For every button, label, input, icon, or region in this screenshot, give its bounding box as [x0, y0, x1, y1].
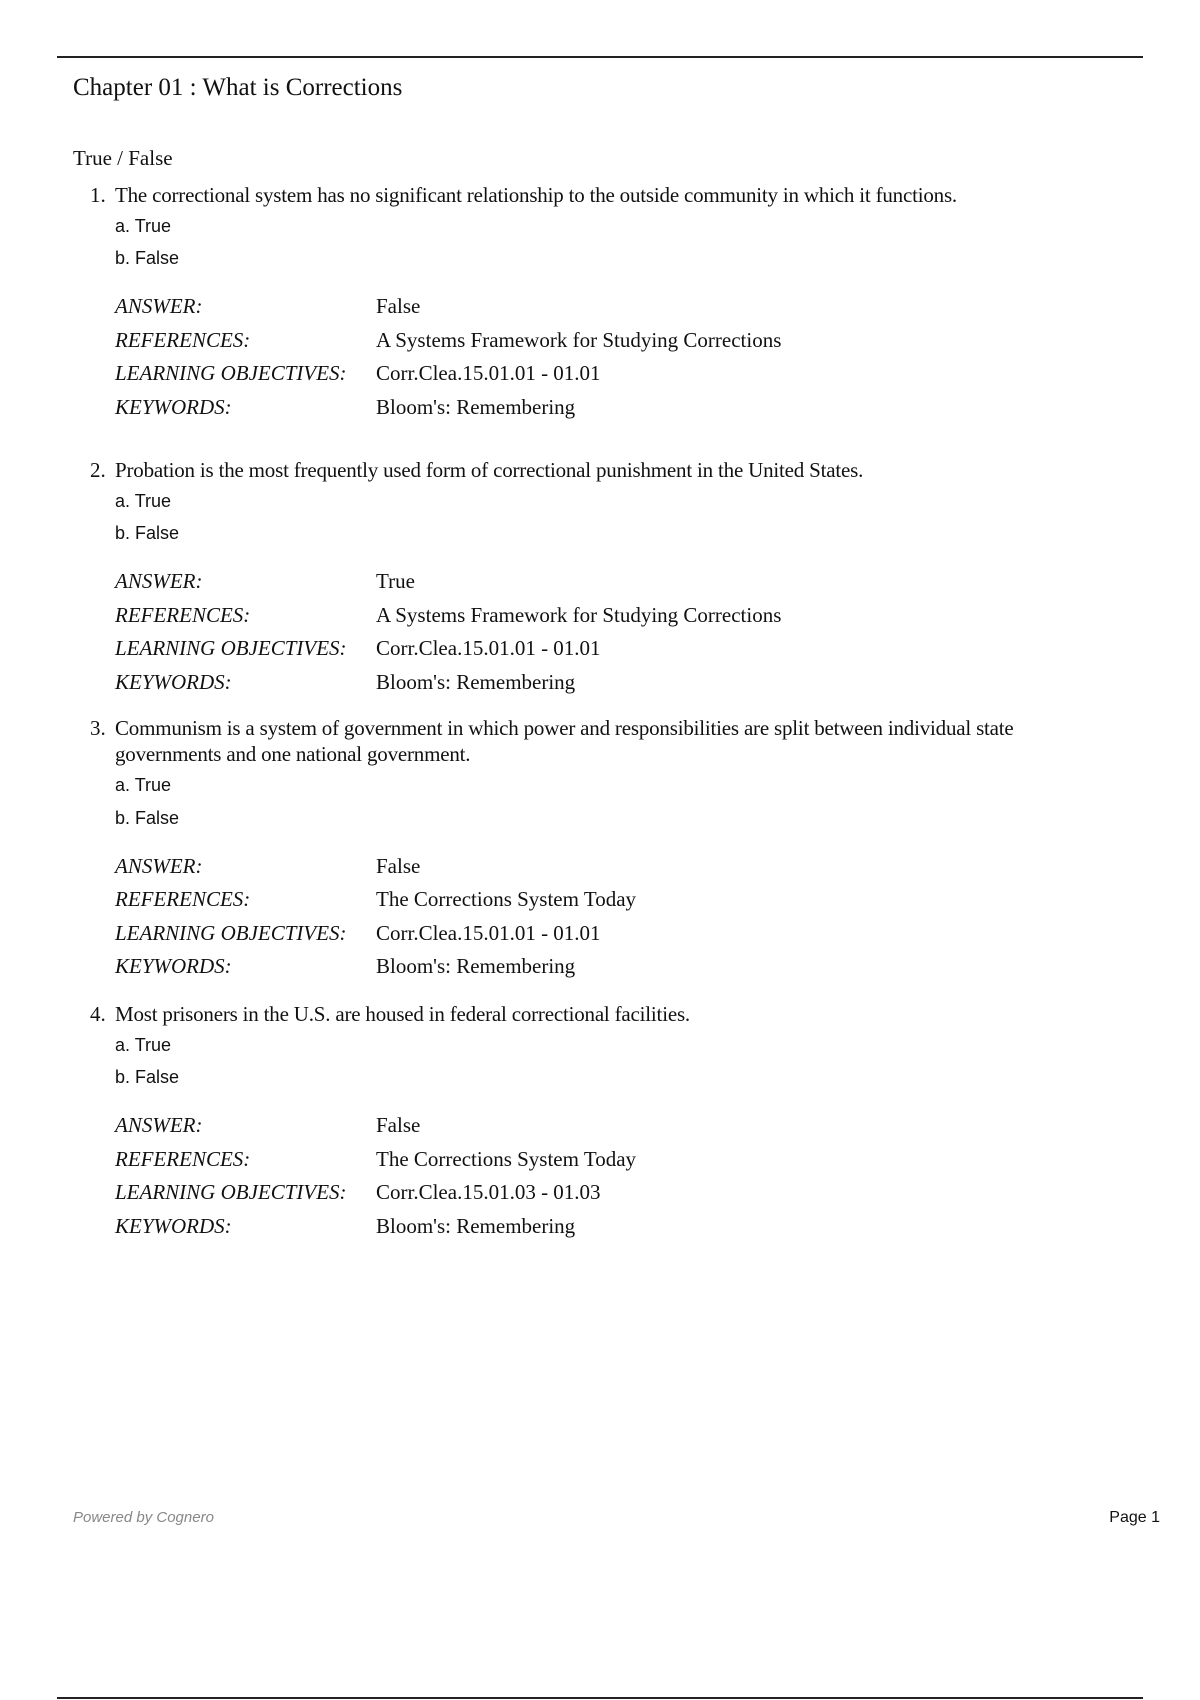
option-b: b. False — [115, 1067, 180, 1087]
learning-objectives-value: Corr.Clea.15.01.01 - 01.01 — [376, 921, 601, 945]
option-b: b. False — [115, 523, 180, 543]
option-a: a. True — [115, 491, 172, 511]
answer-label: ANSWER: — [115, 1113, 203, 1137]
references-label: REFERENCES: — [115, 603, 251, 627]
chapter-title: Chapter 01 : What is Corrections — [73, 74, 403, 101]
learning-objectives-value: Corr.Clea.15.01.01 - 01.01 — [376, 636, 601, 660]
keywords-value: Bloom's: Remembering — [376, 954, 576, 978]
question-text: Communism is a system of government in which power and responsibilities are split between individual state governments and one national government. — [115, 716, 1014, 766]
section-title: True / False — [73, 146, 173, 170]
question-number: 1. — [90, 183, 106, 207]
answer-value: False — [376, 854, 421, 878]
keywords-row — [115, 393, 1115, 423]
option-a: a. True — [115, 775, 172, 795]
page-number: Page 1 — [1109, 1509, 1160, 1526]
question-text: Probation is the most frequently used form of correctional punishment in the United States. — [115, 458, 864, 482]
keywords-row — [115, 952, 1115, 982]
option-a: a. True — [115, 216, 172, 236]
keywords-label: KEYWORDS: — [115, 670, 232, 694]
keywords-value: Bloom's: Remembering — [376, 395, 576, 419]
option-a: a. True — [115, 1035, 172, 1055]
references-value: A Systems Framework for Studying Corrections — [376, 328, 782, 352]
learning-objectives-value: Corr.Clea.15.01.03 - 01.03 — [376, 1180, 601, 1204]
references-row — [115, 885, 1115, 915]
learning-objectives-label: LEARNING OBJECTIVES: — [115, 921, 347, 945]
learning-objectives-row — [115, 634, 1115, 664]
question-number: 4. — [90, 1002, 106, 1026]
keywords-label: KEYWORDS: — [115, 395, 232, 419]
learning-objectives-row — [115, 359, 1115, 389]
answer-label: ANSWER: — [115, 294, 203, 318]
references-row — [115, 326, 1115, 356]
answer-value: True — [376, 569, 415, 593]
question-text: The correctional system has no significant relationship to the outside community in which it functions. — [115, 183, 957, 207]
option-b: b. False — [115, 808, 180, 828]
keywords-row — [115, 1212, 1115, 1242]
question-number: 3. — [90, 716, 106, 740]
powered-by-footer: Powered by Cognero — [73, 1509, 214, 1526]
answer-row — [115, 852, 1115, 882]
references-label: REFERENCES: — [115, 887, 251, 911]
answer-row — [115, 567, 1115, 597]
references-value: The Corrections System Today — [376, 1147, 637, 1171]
keywords-label: KEYWORDS: — [115, 1214, 232, 1238]
learning-objectives-row — [115, 1178, 1115, 1208]
learning-objectives-label: LEARNING OBJECTIVES: — [115, 361, 347, 385]
question-number: 2. — [90, 458, 106, 482]
learning-objectives-label: LEARNING OBJECTIVES: — [115, 636, 347, 660]
top-rule — [57, 56, 1143, 58]
references-row — [115, 1145, 1115, 1175]
learning-objectives-row — [115, 919, 1115, 949]
keywords-value: Bloom's: Remembering — [376, 670, 576, 694]
learning-objectives-label: LEARNING OBJECTIVES: — [115, 1180, 347, 1204]
references-value: The Corrections System Today — [376, 887, 637, 911]
answer-label: ANSWER: — [115, 854, 203, 878]
references-row — [115, 601, 1115, 631]
references-label: REFERENCES: — [115, 1147, 251, 1171]
references-label: REFERENCES: — [115, 328, 251, 352]
bottom-rule — [57, 1697, 1143, 1699]
answer-value: False — [376, 1113, 421, 1137]
question-text: Most prisoners in the U.S. are housed in federal correctional facilities. — [115, 1002, 690, 1026]
answer-row — [115, 292, 1115, 322]
answer-value: False — [376, 294, 421, 318]
references-value: A Systems Framework for Studying Corrections — [376, 603, 782, 627]
answer-label: ANSWER: — [115, 569, 203, 593]
answer-row — [115, 1111, 1115, 1141]
keywords-value: Bloom's: Remembering — [376, 1214, 576, 1238]
keywords-row — [115, 668, 1115, 698]
option-b: b. False — [115, 248, 180, 268]
keywords-label: KEYWORDS: — [115, 954, 232, 978]
learning-objectives-value: Corr.Clea.15.01.01 - 01.01 — [376, 361, 601, 385]
